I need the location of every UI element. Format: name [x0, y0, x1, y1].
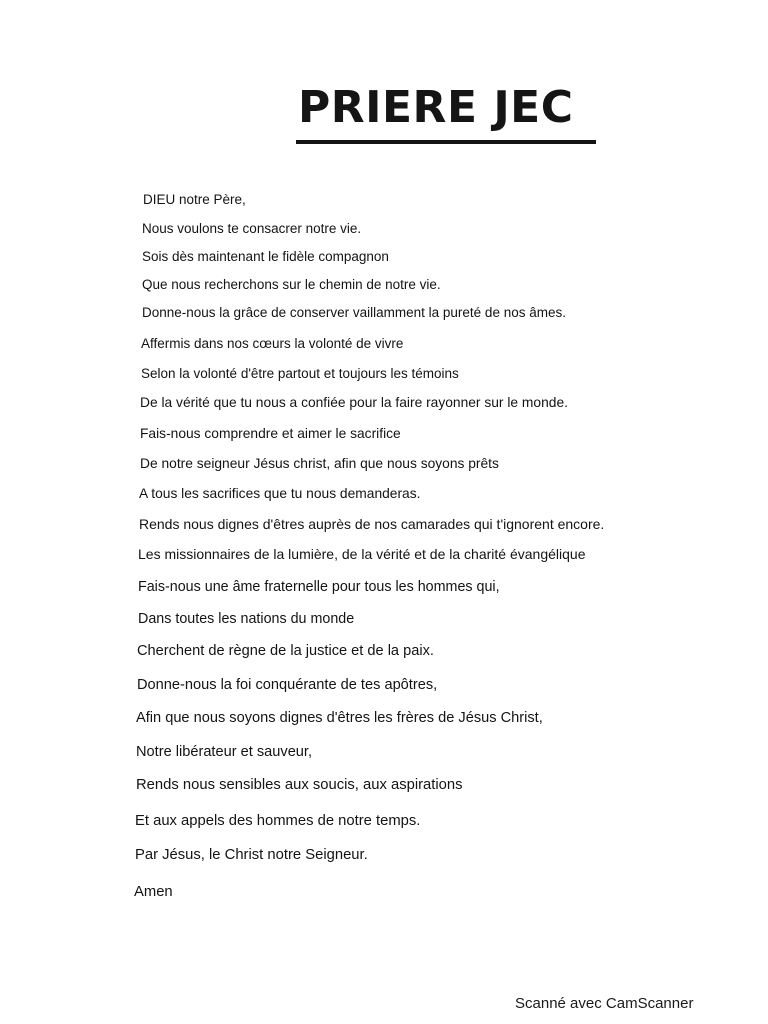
prayer-line: De la vérité que tu nous a confiée pour la faire rayonner sur le monde. — [140, 395, 568, 410]
prayer-line: Selon la volonté d'être partout et toujours les témoins — [141, 366, 459, 381]
prayer-line: Par Jésus, le Christ notre Seigneur. — [135, 847, 368, 863]
prayer-line: De notre seigneur Jésus christ, afin que nous soyons prêts — [140, 456, 499, 471]
prayer-line: Rends nous dignes d'êtres auprès de nos camarades qui t'ignorent encore. — [139, 516, 605, 532]
prayer-line: Fais-nous comprendre et aimer le sacrifice — [140, 426, 401, 441]
prayer-line: Notre libérateur et sauveur, — [136, 744, 313, 760]
prayer-line: Donne-nous la grâce de conserver vaillamment la pureté de nos âmes. — [142, 305, 566, 320]
prayer-line: Cherchent de règne de la justice et de la paix. — [137, 643, 434, 659]
prayer-line: Affermis dans nos cœurs la volonté de vivre — [141, 336, 404, 351]
prayer-line: Amen — [134, 884, 173, 900]
prayer-line: DIEU notre Père, — [143, 192, 246, 207]
prayer-line: Et aux appels des hommes de notre temps. — [135, 813, 421, 829]
prayer-line: Dans toutes les nations du monde — [138, 611, 355, 627]
prayer-line: Afin que nous soyons dignes d'êtres les frères de Jésus Christ, — [136, 710, 543, 726]
page-title: PRIERE JEC — [298, 82, 574, 133]
prayer-line: Les missionnaires de la lumière, de la vérité et de la charité évangélique — [138, 546, 586, 562]
prayer-line: A tous les sacrifices que tu nous demanderas. — [139, 486, 421, 501]
prayer-line: Rends nous sensibles aux soucis, aux aspirations — [136, 777, 463, 793]
prayer-line: Sois dès maintenant le fidèle compagnon — [142, 249, 389, 264]
scanner-watermark: Scanné avec CamScanner — [515, 995, 694, 1012]
prayer-line: Donne-nous la foi conquérante de tes apôtres, — [137, 677, 438, 693]
prayer-line: Que nous recherchons sur le chemin de notre vie. — [142, 277, 441, 292]
prayer-line: Fais-nous une âme fraternelle pour tous les hommes qui, — [138, 579, 500, 595]
prayer-line: Nous voulons te consacrer notre vie. — [142, 221, 362, 236]
